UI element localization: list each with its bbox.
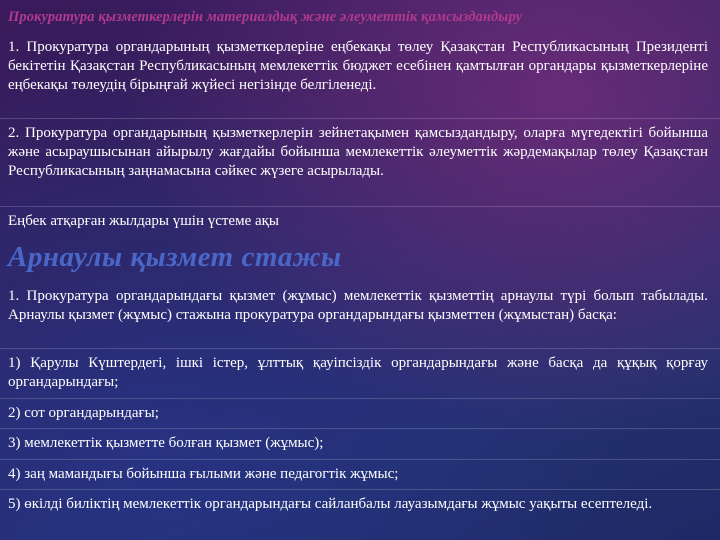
- separator: [0, 348, 720, 349]
- paragraph-special-service: 1. Прокуратура органдарындағы қызмет (жұмыс) мемлекеттік қызметтің арнаулы түрі болып табылады. Арнаулы қызмет (жұмыс) стажына прокуратура органдарындағы қызметтен (жұмыстан) басқа:: [8, 288, 708, 323]
- paragraph-pension: 2. Прокуратура органдарының қызметкерлерін зейнетақымен қамсыздандыру, оларға мүгедектігі бойынша және асыраушысынан айырылу жағдайы бойынша мемлекеттік әлеуметтік жәрдемақылар төлеу Қазақстан Республикасының заңнамасына сәйкес жүзеге асырылады.: [8, 125, 708, 179]
- list-item: 3) мемлекеттік қызметте болған қызмет (жұмыс);: [8, 435, 324, 451]
- slide-title: Прокуратура қызметкерлерін материалдық және әлеуметтік қамсыздандыру: [8, 9, 523, 25]
- list-item: 2) сот органдарындағы;: [8, 405, 159, 421]
- separator: [0, 489, 720, 490]
- separator: [0, 398, 720, 399]
- paragraph-seniority-bonus: Еңбек атқарған жылдары үшін үстеме ақы: [8, 213, 280, 229]
- section-heading: Арнаулы қызмет стажы: [8, 241, 342, 273]
- separator: [0, 459, 720, 460]
- paragraph-salary: 1. Прокуратура органдарының қызметкерлеріне еңбекақы төлеу Қазақстан Республикасының Президенті бекітетін Қазақстан Республикасының мемлекеттік бюджет есебінен қамтылған органдары қызметкерлеріне еңбекақы төлеудің бірыңғай жүйесі негізінде белгіленеді.: [8, 39, 708, 93]
- separator: [0, 428, 720, 429]
- separator: [0, 206, 720, 207]
- list-item: 5) өкілді биліктің мемлекеттік органдарындағы сайланбалы лауазымдағы жұмыс уақыты есептеледі.: [8, 496, 653, 512]
- list-item: 4) заң мамандығы бойынша ғылыми және педагогтік жұмыс;: [8, 466, 399, 482]
- list-item: 1) Қарулы Күштердегі, ішкі істер, ұлттық қауіпсіздік органдарындағы және басқа да құқық қорғау органдарындағы;: [8, 355, 708, 390]
- separator: [0, 118, 720, 119]
